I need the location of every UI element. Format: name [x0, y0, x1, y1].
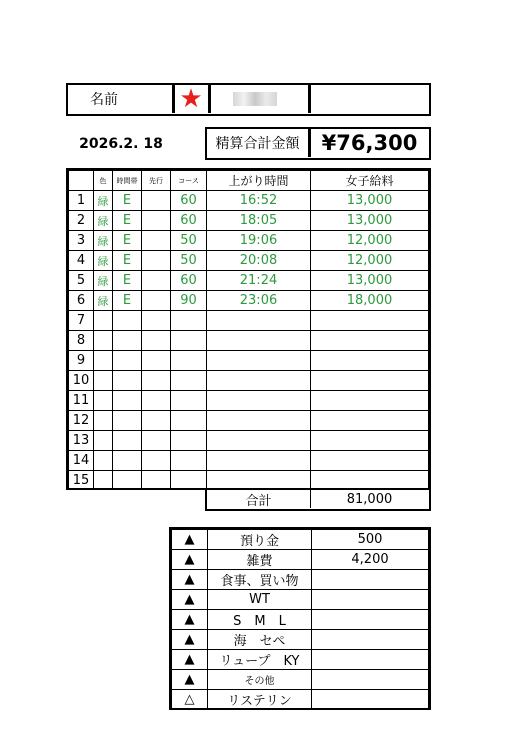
row-band: E [113, 211, 142, 231]
table-row [69, 411, 429, 431]
col-color-header: 色 [94, 171, 113, 191]
row-band: E [113, 291, 142, 311]
deduction-row [172, 550, 429, 570]
row-pay [311, 331, 429, 351]
row-sen [142, 271, 171, 291]
deduction-label: 海 セペ [208, 630, 312, 650]
row-pay [311, 451, 429, 471]
row-color [94, 471, 113, 491]
row-time [207, 371, 311, 391]
deduction-label: S M L [208, 610, 312, 630]
row-sen [142, 191, 171, 211]
row-band: E [113, 191, 142, 211]
table-row [69, 331, 429, 351]
row-time [207, 431, 311, 451]
deduction-mark-icon: ▲ [172, 570, 208, 590]
row-band [113, 371, 142, 391]
table-header-row [69, 171, 429, 191]
row-time: 20:08 [207, 251, 311, 271]
row-course [171, 471, 207, 491]
row-color: 緑 [94, 291, 113, 311]
row-time [207, 331, 311, 351]
row-number: 12 [69, 411, 94, 431]
row-band [113, 391, 142, 411]
total-box [205, 127, 431, 160]
row-pay: 13,000 [311, 271, 429, 291]
deduction-row [172, 650, 429, 670]
row-time [207, 351, 311, 371]
row-band [113, 411, 142, 431]
row-number: 9 [69, 351, 94, 371]
table-row [69, 391, 429, 411]
deductions-table [169, 527, 431, 710]
name-label: 名前 [90, 92, 118, 108]
row-pay: 12,000 [311, 231, 429, 251]
row-color [94, 351, 113, 371]
deduction-mark-icon: ▲ [172, 630, 208, 650]
deduction-row [172, 570, 429, 590]
row-sen [142, 351, 171, 371]
row-sen [142, 431, 171, 451]
deduction-label: 雑費 [208, 550, 312, 570]
col-pay-header: 女子給料 [311, 171, 429, 191]
row-sen [142, 311, 171, 331]
row-course [171, 411, 207, 431]
row-color: 緑 [94, 251, 113, 271]
row-pay [311, 311, 429, 331]
table-row [69, 231, 429, 251]
table-row [69, 211, 429, 231]
row-course [171, 391, 207, 411]
row-pay [311, 411, 429, 431]
star-icon: ★ [179, 84, 203, 114]
row-band [113, 451, 142, 471]
row-pay: 13,000 [311, 211, 429, 231]
row-color: 緑 [94, 211, 113, 231]
deduction-mark-icon: ▲ [172, 650, 208, 670]
sum-value: 81,000 [346, 491, 393, 507]
row-course [171, 311, 207, 331]
row-pay [311, 391, 429, 411]
deduction-mark-icon: ▲ [172, 670, 208, 690]
row-band [113, 431, 142, 451]
table-row [69, 431, 429, 451]
row-course [171, 371, 207, 391]
deduction-label: リュープ KY [208, 650, 312, 670]
sales-table [66, 168, 431, 490]
row-band [113, 351, 142, 371]
row-sen [142, 211, 171, 231]
deduction-value: 500 [312, 530, 429, 550]
deduction-value [312, 590, 429, 610]
row-time [207, 451, 311, 471]
row-course: 60 [171, 271, 207, 291]
row-sen [142, 451, 171, 471]
row-time: 19:06 [207, 231, 311, 251]
row-color: 緑 [94, 271, 113, 291]
sum-row [205, 488, 431, 511]
row-sen [142, 291, 171, 311]
row-color [94, 331, 113, 351]
row-pay [311, 371, 429, 391]
deduction-row [172, 670, 429, 690]
table-row [69, 291, 429, 311]
deduction-value [312, 650, 429, 670]
deduction-label: リステリン [208, 690, 312, 710]
col-band-header: 時間帯 [113, 171, 142, 191]
row-pay [311, 351, 429, 371]
table-row [69, 311, 429, 331]
deduction-mark-icon: ▲ [172, 590, 208, 610]
deduction-row [172, 630, 429, 650]
row-sen [142, 331, 171, 351]
col-time-header: 上がり時間 [207, 171, 311, 191]
row-band: E [113, 271, 142, 291]
row-color: 緑 [94, 191, 113, 211]
row-course: 50 [171, 231, 207, 251]
row-color: 緑 [94, 231, 113, 251]
row-color [94, 411, 113, 431]
deduction-mark-icon: △ [172, 690, 208, 710]
deduction-row [172, 610, 429, 630]
row-pay: 12,000 [311, 251, 429, 271]
row-number: 13 [69, 431, 94, 451]
deduction-row [172, 530, 429, 550]
row-number: 3 [69, 231, 94, 251]
row-band: E [113, 251, 142, 271]
deduction-mark-icon: ▲ [172, 550, 208, 570]
row-sen [142, 371, 171, 391]
deduction-mark-icon: ▲ [172, 610, 208, 630]
row-number: 7 [69, 311, 94, 331]
row-time: 18:05 [207, 211, 311, 231]
row-number: 2 [69, 211, 94, 231]
table-row [69, 251, 429, 271]
row-sen [142, 391, 171, 411]
deduction-value: 4,200 [312, 550, 429, 570]
row-sen [142, 231, 171, 251]
total-value: ¥76,300 [321, 131, 418, 155]
row-time [207, 391, 311, 411]
date-label: 2026.2. 18 [79, 136, 163, 152]
row-course [171, 451, 207, 471]
row-course [171, 431, 207, 451]
row-time: 21:24 [207, 271, 311, 291]
deduction-value [312, 630, 429, 650]
deduction-value [312, 690, 429, 710]
col-sen-header: 先行 [142, 171, 171, 191]
deduction-row [172, 690, 429, 710]
row-number: 8 [69, 331, 94, 351]
deduction-label: その他 [208, 670, 312, 690]
row-number: 6 [69, 291, 94, 311]
row-pay: 18,000 [311, 291, 429, 311]
row-course: 50 [171, 251, 207, 271]
row-color [94, 451, 113, 471]
name-row [66, 83, 431, 116]
row-color [94, 311, 113, 331]
row-number: 11 [69, 391, 94, 411]
row-band: E [113, 231, 142, 251]
row-number: 5 [69, 271, 94, 291]
row-band [113, 311, 142, 331]
deduction-value [312, 610, 429, 630]
col-no-header [69, 171, 94, 191]
col-course-header: コース [171, 171, 207, 191]
table-row [69, 451, 429, 471]
row-color [94, 431, 113, 451]
sum-label: 合計 [245, 493, 272, 509]
deduction-value [312, 670, 429, 690]
deduction-value [312, 570, 429, 590]
row-band [113, 331, 142, 351]
deduction-label: 食事、買い物 [208, 570, 312, 590]
row-time [207, 311, 311, 331]
row-color [94, 391, 113, 411]
row-course: 60 [171, 211, 207, 231]
deduction-row [172, 590, 429, 610]
table-row [69, 271, 429, 291]
row-sen [142, 411, 171, 431]
row-number: 10 [69, 371, 94, 391]
row-number: 14 [69, 451, 94, 471]
row-course: 90 [171, 291, 207, 311]
deduction-mark-icon: ▲ [172, 530, 208, 550]
deduction-label: 預り金 [208, 530, 312, 550]
row-pay [311, 431, 429, 451]
row-sen [142, 471, 171, 491]
table-row [69, 191, 429, 211]
deduction-label: WT [208, 590, 312, 610]
row-time: 16:52 [207, 191, 311, 211]
total-label: 精算合計金額 [215, 136, 300, 152]
table-row [69, 351, 429, 371]
table-row [69, 371, 429, 391]
row-pay: 13,000 [311, 191, 429, 211]
row-number: 1 [69, 191, 94, 211]
row-number: 15 [69, 471, 94, 491]
redacted-name-blur [233, 92, 277, 106]
row-number: 4 [69, 251, 94, 271]
row-band [113, 471, 142, 491]
row-course [171, 331, 207, 351]
row-course [171, 351, 207, 371]
row-course: 60 [171, 191, 207, 211]
row-time: 23:06 [207, 291, 311, 311]
row-time [207, 411, 311, 431]
row-sen [142, 251, 171, 271]
row-color [94, 371, 113, 391]
